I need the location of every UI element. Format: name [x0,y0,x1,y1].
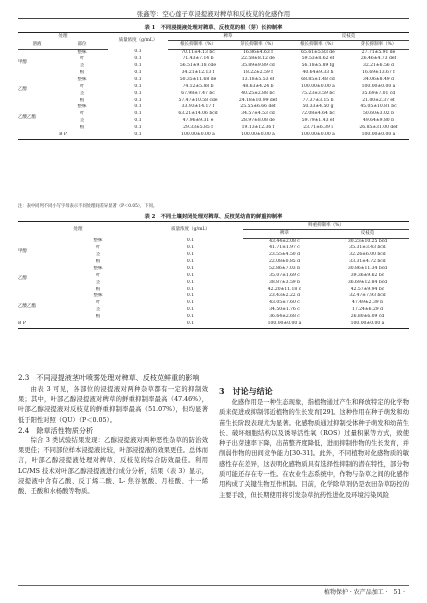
t1-h-b-shoot: 芽长抑制率（%） [228,41,288,49]
conc-cell: 0.1 [186,265,195,271]
amaranth-root-cell: 77.37±3.15 b [302,97,334,103]
conc-cell: 0.1 [134,97,142,103]
barnyard-fresh-cell: 35.07±1.69 c [269,272,300,278]
section-2-4-paragraph: 综合 3 类试验结果发现：乙醇浸提液对两种恶性杂草的防治效果更佳；不同部位样本浸提液比较，叶部浸提液的效果更佳。总体而言，叶部乙醇浸提液处理对稗草、反枝苋的综合防效最佳。利用 LC/MS 技术对叶部乙醇浸提液进行成分分析，结果（表 3）显示，浸提液中含有乙酸、反丁烯二酸、L- 焦谷氨酸、月桂酸、十一烯酸、壬酸和水杨酸等物质。 [18,436,208,496]
amaranth-fresh-cell: 32.26±6.00 bcd [349,252,386,258]
table-row [18,104,409,111]
table-row [18,314,409,321]
amaranth-shoot-cell: 32.21±6.56 d [363,63,394,69]
amaranth-fresh-cell: 35.31±3.43 bcd [349,245,386,251]
solvent-cell: 甲醇 [18,59,27,65]
conc-cell: 0.1 [138,321,243,328]
barnyard-shoot-cell: 35.89±9.89 cd [241,63,275,69]
amaranth-shoot-cell: 34.06±8.49 d [363,76,394,82]
barnyard-root-cell: 70.11±4.13 bc [181,49,215,55]
barnyard-root-cell: 63.21±14.06 bcd [178,111,218,117]
conc-cell: 0.1 [186,279,195,285]
table-row [18,63,409,70]
part-cell: 根 [79,97,85,103]
amaranth-root-cell: 50.33±4.50 g [302,104,334,110]
table-row [18,280,409,287]
table-row [18,98,409,105]
left-column [18,373,208,498]
amaranth-root-cell: 68.85±1.48 cd [301,76,335,82]
amaranth-shoot-cell: 50.60±3.02 b [363,111,394,117]
t1-h-a-root: 根长抑制率（%） [288,41,348,49]
table-row [18,287,409,294]
page-footer: 植物保护 · 农产品加工 · 51 · [324,589,405,596]
table-row-control [18,132,409,139]
t1-h-amaranth: 反枝苋 [288,33,409,41]
section-3-title: 3 讨论与结论 [219,386,273,396]
amaranth-root-cell: 100.00±0.00 a [301,83,335,89]
barnyard-root-cell: 34.21±12.13 f [181,70,215,76]
amaranth-root-cell: 59.53±8.62 ef [301,56,335,62]
amaranth-shoot-cell: 49.64±9.80 b [363,118,394,124]
table-row [18,111,409,118]
amaranth-shoot-cell: 100.00±0.00 a [348,132,409,139]
barnyard-fresh-cell: 38.87±3.59 b [269,279,300,285]
amaranth-shoot-cell: 35.69±7.01 cd [361,90,396,96]
barnyard-fresh-cell: 34.50±1.76 c [269,307,300,313]
barnyard-root-cell: 33.93±14.17 f [181,104,215,110]
conc-cell: 0.1 [186,245,195,251]
barnyard-shoot-cell: 22.58±8.12 de [241,56,275,62]
t2-h-amaranth: 反枝苋 [326,230,409,238]
amaranth-root-cell: 75.23±3.59 bc [301,90,335,96]
conc-cell: 0.1 [134,49,142,55]
conc-cell: 0.1 [134,124,142,130]
amaranth-fresh-cell: 26.80±6.09 cd [350,313,385,319]
conc-cell: 0.1 [134,104,142,110]
conc-cell: 0.1 [186,293,195,299]
control-label-cell: B P [18,321,138,328]
amaranth-fresh-cell: 33.31±4.72 bcd [349,259,386,265]
t1-h-part: 部位 [56,41,108,49]
header-rule [18,18,409,19]
part-cell: 茎 [79,63,85,69]
amaranth-fresh-cell: 30.86±11.34 bcd [347,265,388,271]
table-row [18,300,409,307]
table-row [18,118,409,125]
solvent-cell: 甲醇 [18,248,27,254]
table-row [18,91,409,98]
amaranth-fresh-cell: 32.47±7.93 bcd [349,293,386,299]
barnyard-root-cell: 47.96±9.31 e [182,118,214,124]
conc-cell: 0.1 [134,111,142,117]
amaranth-root-cell: 65.61±5.83 de [301,49,335,55]
t1-h-barnyard: 稗草 [168,33,288,41]
conc-cell: 0.1 [134,90,142,96]
part-cell: 茎 [95,252,101,258]
table-row [18,273,409,280]
right-column [219,385,409,501]
table-row [18,125,409,132]
barnyard-shoot-cell: 34.57±4.53 cd [241,111,275,117]
part-cell: 整株 [93,265,103,271]
table-row [18,56,409,63]
amaranth-shoot-cell: 100.00±0.00 a [361,83,396,89]
barnyard-shoot-cell: 19.13±12.36 f [241,124,275,130]
table-row-control [18,321,409,328]
barnyard-root-cell: 50.35±11.68 de [179,76,217,82]
barnyard-fresh-cell: 23.43±2.22 d [269,293,300,299]
barnyard-fresh-cell: 22.08±0.85 d [269,259,300,265]
amaranth-shoot-cell: 21.00±2.37 ef [362,97,395,103]
part-cell: 整株 [93,293,103,299]
table-row [18,266,409,273]
conc-cell: 0.1 [186,238,195,244]
amaranth-fresh-cell: 42.57±9.94 bc [350,286,385,292]
part-cell: 整株 [77,49,87,55]
amaranth-fresh-cell: 36.69±12.84 bcd [347,279,388,285]
barnyard-fresh-cell: 52.86±7.03 b [269,265,300,271]
section-2-4-title: 2.4 除草活性物质分析 [18,425,94,435]
control-label-cell: B P [18,132,108,139]
barnyard-shoot-cell: 28.97±8.08 de [241,118,275,124]
conc-cell: 0.1 [134,70,142,76]
t1-h-treatment: 处理 [18,33,108,41]
conc-cell: 0.1 [134,76,142,82]
solvent-cell: 乙醇 [18,276,27,282]
barnyard-shoot-cell: 18.22±2.59 f [243,70,273,76]
barnyard-shoot-cell: 13.18±5.53 ef [241,76,275,82]
amaranth-root-cell: 23.71±6.39 i [303,124,333,130]
conc-cell: 0.1 [186,286,195,292]
t1-h-b-root: 根长抑制率（%） [168,41,228,49]
footer-rule [18,585,409,586]
solvent-cell: 乙酸乙酯 [18,303,36,309]
part-cell: 根 [95,313,101,319]
barnyard-fresh-cell: 23.55±4.50 d [269,252,300,258]
table-row [18,245,409,252]
barnyard-fresh-cell: 43.05±7.60 c [269,300,300,306]
amaranth-root-cell: 40.64±9.33 h [302,70,334,76]
t1-h-conc: 质量浓度（g/mL） [108,33,168,50]
table-row [18,307,409,314]
barnyard-shoot-cell: 48.63±4.24 b [242,83,274,89]
amaranth-shoot-cell: 45.05±10.81 bc [360,104,397,110]
amaranth-fresh-cell: 39.36±9.62 bc [350,272,385,278]
amaranth-shoot-cell: 16.69±13.67 f [362,70,395,76]
barnyard-shoot-cell: 25.55±6.66 def [240,104,276,110]
conc-cell: 0.1 [186,259,195,265]
amaranth-root-cell: 56.18±5.89 fg [301,63,335,69]
conc-cell: 0.1 [186,252,195,258]
part-cell: 整株 [93,238,103,244]
t2-h-barnyard: 稗草 [243,230,326,238]
part-cell: 叶 [79,111,85,117]
table1-caption: 表 1 不同浸提液处理对稗草、反枝苋的根（芽）长抑制率 [144,25,283,31]
barnyard-fresh-cell: 36.64±2.68 c [269,313,300,319]
table1 [18,32,409,140]
section-2-3-paragraph: 由表 3 可见，各部位的浸提液对两种杂草都有一定的抑制效果；其中，叶部乙醇浸提液对稗草的鲜重抑制率最高（47.46%），叶部乙醇浸提液对反枝苋的鲜重抑制率最高（51.07%），但均显著低于阳性对照（QU）（P＜0.05）。 [18,385,208,424]
barnyard-shoot-cell: 100.00±0.00 a [228,132,288,139]
t2-h-treatment: 处理 [18,222,138,239]
part-cell: 茎 [95,307,101,313]
part-cell: 根 [95,259,101,265]
barnyard-root-cell: 56.51±9.18 cde [179,63,217,69]
conc-cell: 0.1 [108,132,168,139]
conc-cell: 0.1 [134,118,142,124]
table-row [18,84,409,91]
amaranth-fresh-cell: 30.23±10.25 bcd [347,238,388,244]
table-row [18,70,409,77]
table1-note: 注：表中同列不同小写字母表示不同处理间差异显著（P＜0.05），下同。 [18,204,158,209]
part-cell: 根 [79,70,85,76]
table2 [18,221,409,329]
barnyard-shoot-cell: 16.86±4.63 f [243,49,273,55]
barnyard-fresh-cell: 43.44±2.08 c [269,238,300,244]
amaranth-shoot-cell: 27.71±5.91 de [361,49,396,55]
barnyard-shoot-cell: 40.25±2.88 bc [241,90,275,96]
conc-cell: 0.1 [186,313,195,319]
table1-body [18,49,409,139]
part-cell: 叶 [95,272,101,278]
t1-h-a-shoot: 芽长抑制率（%） [348,41,409,49]
amaranth-fresh-cell: 47.49±2.39 b [352,300,383,306]
part-cell: 茎 [79,90,85,96]
amaranth-root-cell: 100.00±0.00 a [288,132,348,139]
amaranth-root-cell: 72.08±4.64 bc [301,111,335,117]
barnyard-fresh-cell: 100.00±0.00 a [243,321,326,328]
conc-cell: 0.1 [134,83,142,89]
table-row [18,259,409,266]
barnyard-root-cell: 74.12±5.88 b [182,83,214,89]
part-cell: 茎 [79,118,85,124]
conc-cell: 0.1 [134,63,142,69]
amaranth-shoot-cell: 26.46±4.73 def [360,56,397,62]
conc-cell: 0.1 [186,272,195,278]
amaranth-fresh-cell: 100.00±0.00 a [326,321,409,328]
table-row [18,252,409,259]
running-header: 张鑫等：空心莲子草浸提液对稗草和反枝苋的化感作用 [136,10,291,18]
barnyard-root-cell: 57.47±10.58 cde [178,97,218,103]
table-row [18,49,409,56]
t2-h-fresh: 鲜重抑制率（%） [243,222,409,230]
barnyard-root-cell: 67.98±7.47 bc [181,90,215,96]
table2-body [18,238,409,328]
table-row [18,77,409,84]
part-cell: 整株 [77,76,87,82]
solvent-cell: 乙醇 [18,87,27,93]
part-cell: 根 [95,286,101,292]
t1-h-solvent: 溶液 [18,41,56,49]
table-row [18,293,409,300]
amaranth-shoot-cell: 26.85±31.00 def [359,124,398,130]
section-2-3-title: 2.3 不同浸提液茎叶喷雾处理对稗草、反枝苋鲜重的影响 [18,373,200,382]
part-cell: 叶 [79,83,85,89]
barnyard-root-cell: 100.00±0.00 a [168,132,228,139]
table-row [18,238,409,245]
table2-caption: 表 2 不同土壤封闭处理对稗草、反枝苋幼苗的鲜重抑制率 [144,214,283,220]
amaranth-root-cell: 59.79±1.43 ef [301,118,335,124]
conc-cell: 0.1 [186,300,195,306]
barnyard-root-cell: 71.43±7.14 b [182,56,214,62]
barnyard-fresh-cell: 42.20±11.18 c [267,286,302,292]
part-cell: 根 [79,124,85,130]
part-cell: 叶 [95,300,101,306]
part-cell: 叶 [95,245,101,251]
part-cell: 整株 [77,104,87,110]
barnyard-root-cell: 29.33±5.85 f [183,124,213,130]
part-cell: 茎 [95,279,101,285]
conc-cell: 0.1 [186,307,195,313]
solvent-cell: 乙酸乙酯 [18,114,36,120]
barnyard-fresh-cell: 41.71±1.97 c [269,245,300,251]
amaranth-fresh-cell: 17.24±6.29 d [352,307,383,313]
t2-h-conc: 质量浓度（g/mL） [138,222,243,239]
part-cell: 叶 [79,56,85,62]
section-3-paragraph: 化感作用是一种生态现象，指植物通过产生和释放特定的化学物质来促进或抑制邻近植物的生长发育[29]。这种作用在种子萌发和幼苗生长阶段表现尤为显著。化感物质通过抑制受体种子萌发和幼苗生长、破坏细胞结构以及诱导活性氧（ROS）过量积累等方式，致使种子出芽速率下降，出苗整齐度降低，进而抑制作物的生长发育，并削弱作物的田间竞争能力[30-31]。此外，不同植物对化感物质的敏感性存在差异，这表明化感物质具有选择性抑制的潜在特性，部分物质可能还存在专一性。在农业生态系统中，作物与杂草之间的化感作用构成了关键生物互作机制。目前，化学除草剂仍是农田杂草防控的主要手段，但长期使用将引发杂草抗药性进化及环境污染风险 [219,399,409,499]
conc-cell: 0.1 [134,56,142,62]
barnyard-shoot-cell: 24.18±10.99 def [238,97,278,103]
